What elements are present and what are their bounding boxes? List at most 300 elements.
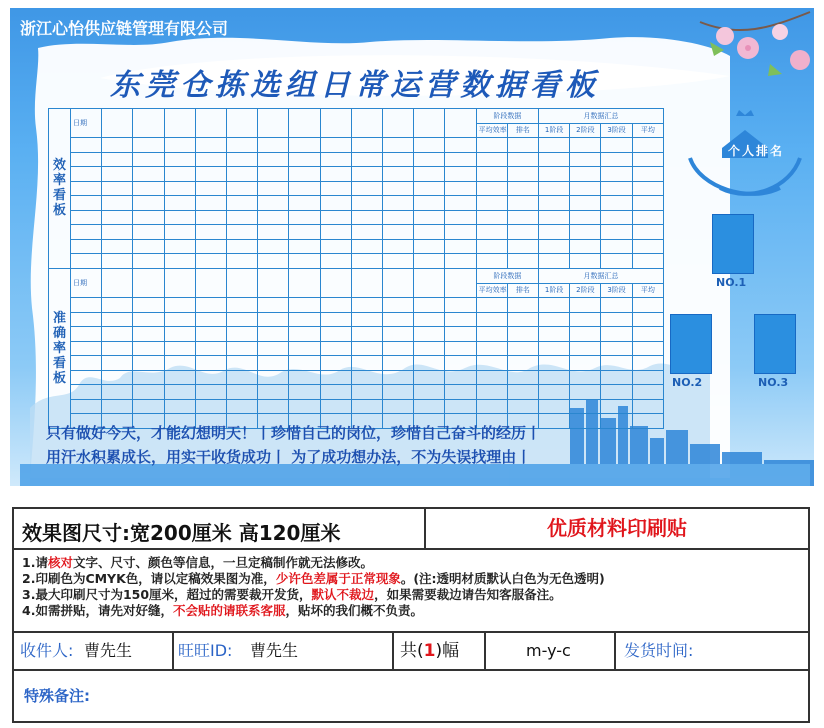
section-label: 准确率看板: [49, 269, 71, 429]
table-cell: [507, 356, 538, 371]
recipient-value[interactable]: 曹先生: [84, 641, 133, 660]
table-cell: [133, 385, 164, 400]
table-cell: [164, 370, 195, 385]
table-cell: [539, 181, 570, 196]
table-cell: [507, 298, 538, 313]
table-cell: [507, 196, 538, 211]
table-cell: [195, 225, 226, 240]
recipient-label: 收件人:: [20, 641, 74, 660]
table-cell: [570, 385, 601, 400]
table-cell: [476, 399, 507, 414]
table-cell: [476, 167, 507, 182]
divider: [614, 633, 616, 669]
table-cell: [289, 181, 320, 196]
table-cell: [601, 167, 632, 182]
table-cell: [102, 356, 133, 371]
table-cell: [351, 385, 382, 400]
table-cell: [102, 385, 133, 400]
table-cell: [289, 370, 320, 385]
table-row: [49, 312, 664, 327]
subheader-cell: 3阶段: [601, 123, 632, 138]
table-cell: [320, 152, 351, 167]
table-cell: [383, 341, 414, 356]
table-cell: [320, 341, 351, 356]
table-cell: [414, 254, 445, 269]
table-cell: [539, 239, 570, 254]
table-cell: [102, 370, 133, 385]
table-cell: [507, 138, 538, 153]
table-row: [49, 370, 664, 385]
table-cell: [476, 254, 507, 269]
table-cell: [507, 341, 538, 356]
table-cell: [570, 399, 601, 414]
table-cell: [414, 152, 445, 167]
table-cell: [164, 356, 195, 371]
table-cell: [507, 181, 538, 196]
accuracy-table: [48, 268, 664, 429]
table-cell: [227, 356, 258, 371]
subheader-cell: 平均效率: [476, 283, 507, 298]
table-cell: [632, 181, 663, 196]
board-title: 东莞仓拣选组日常运营数据看板: [110, 68, 600, 103]
table-cell: [133, 138, 164, 153]
note-2-text-end: 。(注:透明材质默认白色为无色透明): [400, 571, 605, 586]
table-cell: [632, 239, 663, 254]
podium-no1: [712, 214, 754, 274]
table-cell: [164, 385, 195, 400]
table-cell: [507, 239, 538, 254]
table-cell: [71, 341, 102, 356]
table-cell: [601, 341, 632, 356]
table-cell: [227, 341, 258, 356]
subheader-cell: 平均: [632, 123, 663, 138]
table-row: [49, 327, 664, 342]
table-cell: [414, 385, 445, 400]
table-cell: [570, 181, 601, 196]
table-cell: [632, 298, 663, 313]
table-cell: [195, 399, 226, 414]
note-1: [22, 555, 605, 571]
table-cell: [289, 210, 320, 225]
table-cell: [164, 254, 195, 269]
table-cell: [258, 239, 289, 254]
table-cell: [570, 327, 601, 342]
table-cell: [320, 356, 351, 371]
table-cell: [71, 254, 102, 269]
table-cell: [445, 225, 476, 240]
print-notes: [22, 555, 605, 619]
table-cell: [195, 152, 226, 167]
table-cell: [258, 254, 289, 269]
table-cell: [102, 181, 133, 196]
table-cell: [539, 370, 570, 385]
table-cell: [539, 298, 570, 313]
table-cell: [414, 138, 445, 153]
table-cell: [258, 138, 289, 153]
table-cell: [289, 385, 320, 400]
note-2-text: 2.印刷色为CMYK色，请以定稿效果图为准，: [22, 571, 276, 586]
stage-data-header: 阶段数据: [476, 269, 538, 284]
slogan-line-1: 只有做好今天，才能幻想明天！丨珍惜自己的岗位，珍惜自己奋斗的经历丨: [46, 424, 542, 442]
rank-label-no3: NO.3: [758, 376, 789, 389]
table-cell: [445, 196, 476, 211]
ranking-title: 个人排名: [728, 144, 785, 158]
table-cell: [539, 254, 570, 269]
table-cell: [320, 370, 351, 385]
table-cell: [445, 356, 476, 371]
table-cell: [570, 370, 601, 385]
table-cell: [414, 312, 445, 327]
stage-data-header: 阶段数据: [476, 109, 538, 124]
total-suffix: )幅: [435, 641, 460, 661]
table-cell: [320, 327, 351, 342]
table-cell: [476, 327, 507, 342]
note-1-text-end: 文字、尺寸、颜色等信息，一旦定稿制作就无法修改。: [72, 555, 373, 570]
table-cell: [133, 210, 164, 225]
table-cell: [414, 167, 445, 182]
table-cell: [445, 341, 476, 356]
table-cell: [289, 239, 320, 254]
table-cell: [507, 210, 538, 225]
day-column-header: [164, 109, 195, 138]
slogan-line-2: 用汗水积累成长，用实干收货成功丨 为了成功想办法，不为失误找理由丨: [46, 448, 532, 466]
table-cell: [570, 298, 601, 313]
table-cell: [476, 312, 507, 327]
table-cell: [133, 239, 164, 254]
table-cell: [570, 138, 601, 153]
day-column-header: [320, 269, 351, 298]
day-column-header: [383, 269, 414, 298]
table-cell: [476, 385, 507, 400]
table-cell: [289, 327, 320, 342]
table-cell: [632, 327, 663, 342]
table-cell: [476, 138, 507, 153]
table-cell: [71, 196, 102, 211]
table-cell: [507, 370, 538, 385]
day-column-header: [102, 269, 133, 298]
size-label: 效果图尺寸:: [22, 521, 130, 545]
table-cell: [164, 152, 195, 167]
day-column-header: [383, 109, 414, 138]
table-cell: [351, 327, 382, 342]
table-cell: [102, 167, 133, 182]
table-cell: [476, 341, 507, 356]
note-3-highlight: 默认不裁边: [311, 587, 375, 602]
day-column-header: [195, 269, 226, 298]
table-cell: [258, 225, 289, 240]
table-cell: [227, 312, 258, 327]
subheader-cell: 平均效率: [476, 123, 507, 138]
table-cell: [351, 254, 382, 269]
table-cell: [570, 225, 601, 240]
table-cell: [351, 341, 382, 356]
table-cell: [351, 298, 382, 313]
ship-time-label: 发货时间:: [624, 641, 694, 660]
table-cell: [102, 327, 133, 342]
table-row: [49, 341, 664, 356]
table-cell: [71, 239, 102, 254]
table-cell: [632, 210, 663, 225]
subheader-cell: 平均: [632, 283, 663, 298]
table-cell: [601, 138, 632, 153]
table-cell: [164, 298, 195, 313]
table-cell: [383, 327, 414, 342]
day-column-header: [133, 109, 164, 138]
day-column-header: [351, 109, 382, 138]
subheader-cell: 2阶段: [570, 283, 601, 298]
day-column-header: [227, 269, 258, 298]
table-cell: [258, 196, 289, 211]
table-cell: [227, 298, 258, 313]
table-cell: [133, 312, 164, 327]
note-3: [22, 587, 605, 603]
total-count: [400, 633, 459, 669]
table-cell: [71, 225, 102, 240]
table-cell: [570, 356, 601, 371]
table-cell: [383, 210, 414, 225]
table-cell: [195, 327, 226, 342]
monthly-summary-header: 月数据汇总: [539, 269, 664, 284]
table-cell: [320, 167, 351, 182]
table-cell: [195, 385, 226, 400]
subheader-cell: 3阶段: [601, 283, 632, 298]
day-column-header: [227, 109, 258, 138]
table-cell: [320, 399, 351, 414]
table-cell: [507, 254, 538, 269]
table-cell: [227, 225, 258, 240]
table-cell: [102, 298, 133, 313]
note-4-text-end: ，贴坏的我们概不负责。: [285, 603, 423, 618]
table-cell: [383, 138, 414, 153]
table-row: [49, 225, 664, 240]
table-cell: [289, 138, 320, 153]
subheader-cell: 2阶段: [570, 123, 601, 138]
table-cell: [476, 370, 507, 385]
table-cell: [258, 312, 289, 327]
table-cell: [476, 225, 507, 240]
table-cell: [133, 152, 164, 167]
table-cell: [570, 312, 601, 327]
table-cell: [133, 225, 164, 240]
total-count-value: 1: [423, 641, 436, 661]
table-cell: [164, 138, 195, 153]
table-cell: [71, 298, 102, 313]
table-cell: [102, 341, 133, 356]
table-cell: [195, 138, 226, 153]
podium-no2: [670, 314, 712, 374]
table-cell: [102, 138, 133, 153]
table-cell: [539, 327, 570, 342]
table-cell: [632, 254, 663, 269]
table-cell: [320, 385, 351, 400]
table-cell: [195, 196, 226, 211]
table-cell: [102, 152, 133, 167]
table-cell: [195, 370, 226, 385]
table-cell: [164, 312, 195, 327]
day-column-header: [258, 109, 289, 138]
table-cell: [632, 152, 663, 167]
table-cell: [351, 152, 382, 167]
table-cell: [601, 181, 632, 196]
table-cell: [383, 312, 414, 327]
table-row: [49, 196, 664, 211]
table-cell: [195, 239, 226, 254]
table-cell: [383, 181, 414, 196]
table-cell: [258, 210, 289, 225]
date-label: 日期: [71, 109, 102, 138]
table-cell: [383, 225, 414, 240]
table-cell: [133, 341, 164, 356]
table-cell: [289, 167, 320, 182]
table-cell: [539, 356, 570, 371]
table-cell: [289, 152, 320, 167]
table-cell: [227, 327, 258, 342]
table-cell: [102, 254, 133, 269]
table-cell: [227, 399, 258, 414]
table-cell: [445, 370, 476, 385]
table-cell: [320, 225, 351, 240]
table-cell: [71, 327, 102, 342]
table-cell: [601, 254, 632, 269]
table-cell: [476, 298, 507, 313]
table-cell: [632, 225, 663, 240]
table-cell: [227, 167, 258, 182]
table-cell: [102, 225, 133, 240]
table-cell: [351, 312, 382, 327]
table-cell: [445, 167, 476, 182]
size-row: [14, 509, 808, 550]
table-cell: [102, 312, 133, 327]
table-cell: [601, 239, 632, 254]
table-cell: [383, 385, 414, 400]
table-cell: [71, 312, 102, 327]
section-label: 效率看板: [49, 109, 71, 269]
table-cell: [351, 138, 382, 153]
table-cell: [227, 370, 258, 385]
table-cell: [539, 225, 570, 240]
table-row: [49, 254, 664, 269]
table-cell: [601, 385, 632, 400]
table-cell: [164, 210, 195, 225]
table-cell: [71, 181, 102, 196]
note-4: [22, 603, 605, 619]
table-cell: [539, 210, 570, 225]
table-cell: [133, 399, 164, 414]
table-cell: [320, 239, 351, 254]
table-cell: [195, 312, 226, 327]
table-cell: [445, 312, 476, 327]
wangwang-label: 旺旺ID:: [178, 641, 233, 660]
table-cell: [227, 152, 258, 167]
size-value: 宽200厘米 高120厘米: [130, 521, 341, 545]
table-cell: [601, 399, 632, 414]
table-cell: [351, 181, 382, 196]
table-cell: [445, 138, 476, 153]
day-column-header: [445, 109, 476, 138]
day-column-header: [164, 269, 195, 298]
table-cell: [632, 196, 663, 211]
table-cell: [351, 239, 382, 254]
table-cell: [71, 370, 102, 385]
table-cell: [570, 196, 601, 211]
day-column-header: [133, 269, 164, 298]
table-cell: [195, 254, 226, 269]
table-cell: [320, 312, 351, 327]
table-cell: [414, 196, 445, 211]
table-cell: [164, 399, 195, 414]
table-cell: [133, 254, 164, 269]
divider: [172, 633, 174, 669]
table-row: [49, 167, 664, 182]
table-cell: [383, 356, 414, 371]
table-cell: [227, 210, 258, 225]
table-cell: [164, 239, 195, 254]
table-cell: [601, 298, 632, 313]
table-cell: [476, 239, 507, 254]
note-2-highlight: 少许色差属于正常现象: [275, 571, 401, 586]
table-cell: [227, 385, 258, 400]
table-cell: [320, 254, 351, 269]
day-column-header: [258, 269, 289, 298]
table-cell: [320, 138, 351, 153]
note-4-highlight: 不会贴的请联系客服: [172, 603, 286, 618]
table-cell: [476, 181, 507, 196]
monthly-summary-header: 月数据汇总: [539, 109, 664, 124]
note-1-highlight: 核对: [47, 555, 73, 570]
size-text: [22, 517, 340, 546]
rank-label-no2: NO.2: [672, 376, 703, 389]
table-cell: [289, 356, 320, 371]
table-row: [49, 399, 664, 414]
table-row: [49, 385, 664, 400]
note-3-text: 3.最大印刷尺寸为150厘米，超过的需要裁开发货，: [22, 587, 312, 602]
note-4-text: 4.如需拼贴，请先对好缝，: [22, 603, 173, 618]
table-cell: [570, 152, 601, 167]
table-cell: [632, 312, 663, 327]
table-cell: [445, 298, 476, 313]
wangwang-value[interactable]: 曹先生: [250, 641, 299, 660]
table-header-row: [49, 109, 664, 124]
day-column-header: [195, 109, 226, 138]
table-cell: [164, 181, 195, 196]
table-cell: [632, 385, 663, 400]
table-cell: [601, 196, 632, 211]
table-row: [49, 152, 664, 167]
table-cell: [320, 210, 351, 225]
table-cell: [539, 152, 570, 167]
color-code: m-y-c: [526, 641, 571, 660]
table-cell: [601, 370, 632, 385]
table-cell: [258, 298, 289, 313]
table-cell: [195, 167, 226, 182]
subheader-cell: 排名: [507, 283, 538, 298]
table-cell: [133, 298, 164, 313]
subheader-cell: 1阶段: [539, 283, 570, 298]
table-cell: [289, 298, 320, 313]
table-cell: [414, 356, 445, 371]
table-cell: [570, 254, 601, 269]
table-cell: [258, 341, 289, 356]
table-cell: [445, 181, 476, 196]
table-cell: [445, 210, 476, 225]
table-cell: [195, 341, 226, 356]
table-cell: [227, 138, 258, 153]
table-row: [49, 210, 664, 225]
table-cell: [258, 356, 289, 371]
table-cell: [570, 167, 601, 182]
table-cell: [539, 341, 570, 356]
table-cell: [383, 254, 414, 269]
